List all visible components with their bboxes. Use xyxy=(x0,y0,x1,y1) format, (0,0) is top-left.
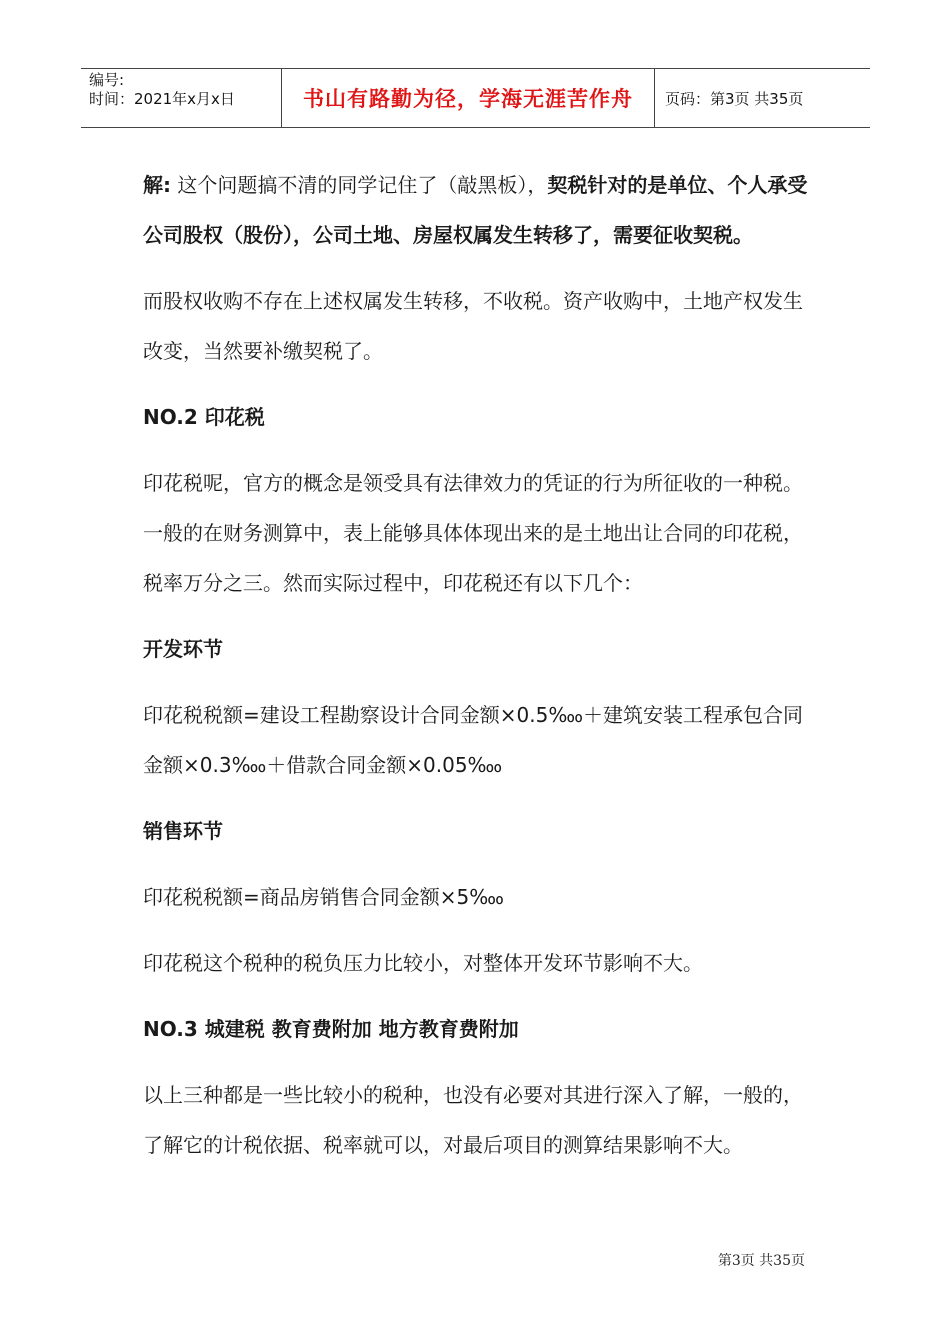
formula-sales-stamp-duty: 印花税税额=商品房销售合同金额×5‱ xyxy=(143,885,504,909)
heading-urban-construction-tax: NO.3 城建税 教育费附加 地方教育费附加 xyxy=(143,1017,519,1041)
paragraph-stamp-duty-definition: 印花税呢，官方的概念是领受具有法律效力的凭证的行为所征收的一种税。一般的在财务测算中，表上能够具体体现出来的是土地出让合同的印花税，税率万分之三。然而实际过程中，印花税还有以下几个： xyxy=(143,471,803,595)
answer-text: 这个问题搞不清的同学记住了（敲黑板）， xyxy=(171,173,548,197)
paragraph-minor-taxes: 以上三种都是一些比较小的税种，也没有必要对其进行深入了解，一般的，了解它的计税依据、税率就可以，对最后项目的测算结果影响不大。 xyxy=(143,1083,803,1157)
heading-stamp-duty: NO.2 印花税 xyxy=(143,405,265,429)
header-page-number: 页码：第3页 共35页 xyxy=(665,89,804,108)
paragraph-stamp-duty-summary: 印花税这个税种的税负压力比较小，对整体开发环节影响不大。 xyxy=(143,951,703,975)
heading-sales-stage: 销售环节 xyxy=(143,819,223,843)
heading-development-stage: 开发环节 xyxy=(143,637,223,661)
answer-label: 解: xyxy=(143,173,171,197)
formula-development-stamp-duty: 印花税税额=建设工程勘察设计合同金额×0.5‱＋建筑安装工程承包合同金额×0.3‱＋借款合同金额×0.05‱ xyxy=(143,703,804,777)
page-footer: 第3页 共35页 xyxy=(717,1253,805,1269)
paragraph-equity-acquisition: 而股权收购不存在上述权属发生转移，不收税。资产收购中，土地产权发生改变，当然要补缴契税了。 xyxy=(143,289,803,363)
document-time-label: 时间：2021年x月x日 xyxy=(89,90,235,108)
paragraph-answer xyxy=(143,160,815,260)
document-body xyxy=(143,160,815,1170)
answer-bold-text: 契税针对的是单位、个人承受公司股权（股份），公司土地、房屋权属发生转移了，需要征收契税。 xyxy=(143,173,808,247)
document-number-label: 编号: xyxy=(89,71,125,89)
header-meta xyxy=(81,69,281,127)
page-header xyxy=(81,68,870,128)
header-motto: 书山有路勤为径，学海无涯苦作舟 xyxy=(281,69,655,127)
